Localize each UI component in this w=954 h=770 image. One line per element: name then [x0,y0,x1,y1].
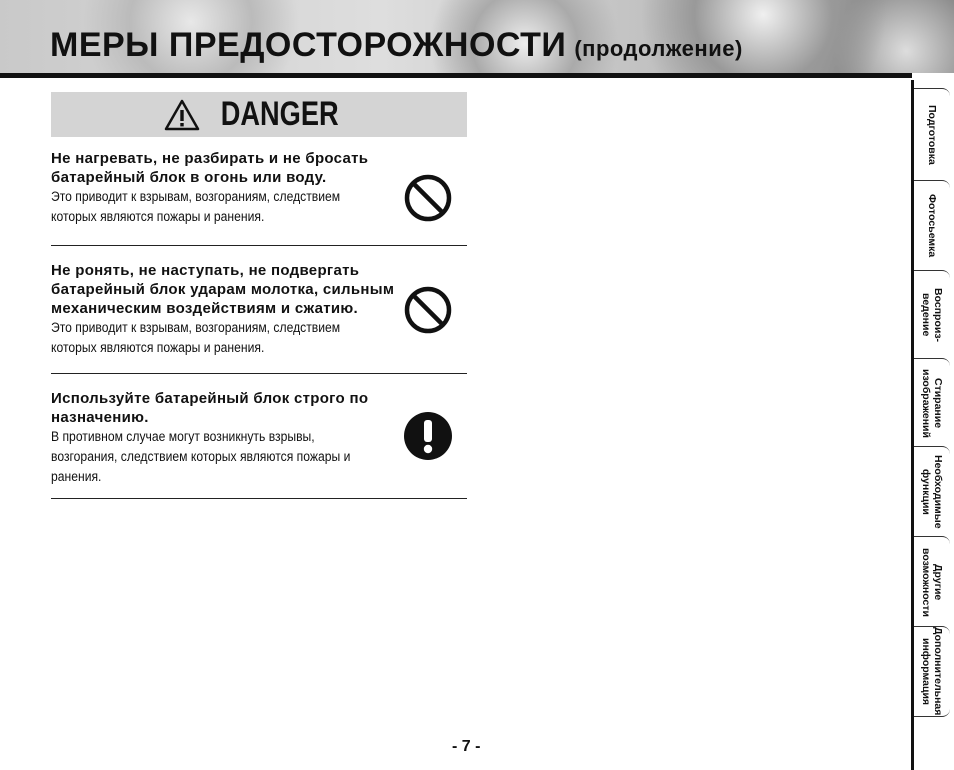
tab-label: Воспроиз- ведение [920,287,944,343]
tab-label: Другие возможности [920,547,944,617]
page-number: - 7 - [452,738,481,755]
item-text: Это приводит к взрывам, возгораниям, следствием которых являются пожары и ранения. [51,189,341,224]
tab-label: Подготовка [926,105,938,165]
danger-banner [51,92,467,137]
warning-triangle-icon [164,99,200,131]
prohibited-icon [403,285,453,335]
tab-label: Необходимые функции [920,455,944,529]
tab-label: Стирание изображений [920,368,944,438]
header-banner [0,0,954,73]
title-text: МЕРЫ ПРЕДОСТОРОЖНОСТИ [50,26,567,64]
item-text: Это приводит к взрывам, возгораниям, следствием которых являются пожары и ранения. [51,320,341,355]
tab-other-features[interactable] [914,536,950,627]
tab-erasing[interactable] [914,358,950,447]
page-title [50,26,743,65]
warning-item [51,389,467,499]
mandatory-action-icon [403,411,453,461]
item-title: Используйте батарейный блок строго по назначению. [51,390,369,426]
item-title: Не ронять, не наступать, не подвергать батарейный блок ударам молотка, сильным механическим воздействиям и сжатию. [51,262,395,317]
tab-label: Фотосьемка [926,194,938,258]
danger-label: DANGER [221,95,339,133]
tab-additional-info[interactable] [914,626,950,717]
warning-item [51,149,467,246]
tab-playback[interactable] [914,270,950,359]
tab-essential-functions[interactable] [914,446,950,537]
tab-shooting[interactable] [914,180,950,271]
tab-label: Дополнительная информация [920,627,944,716]
warning-item [51,261,467,374]
item-title: Не нагревать, не разбирать и не бросать батарейный блок в огонь или воду. [51,150,369,186]
prohibited-icon [403,173,453,223]
title-subtitle: (продолжение) [574,36,743,61]
header-divider [0,73,912,78]
tab-preparation[interactable] [914,88,950,181]
item-text: В противном случае могут возникнуть взрывы, возгорания, следствием которых являются пожары и ранения. [51,429,351,484]
